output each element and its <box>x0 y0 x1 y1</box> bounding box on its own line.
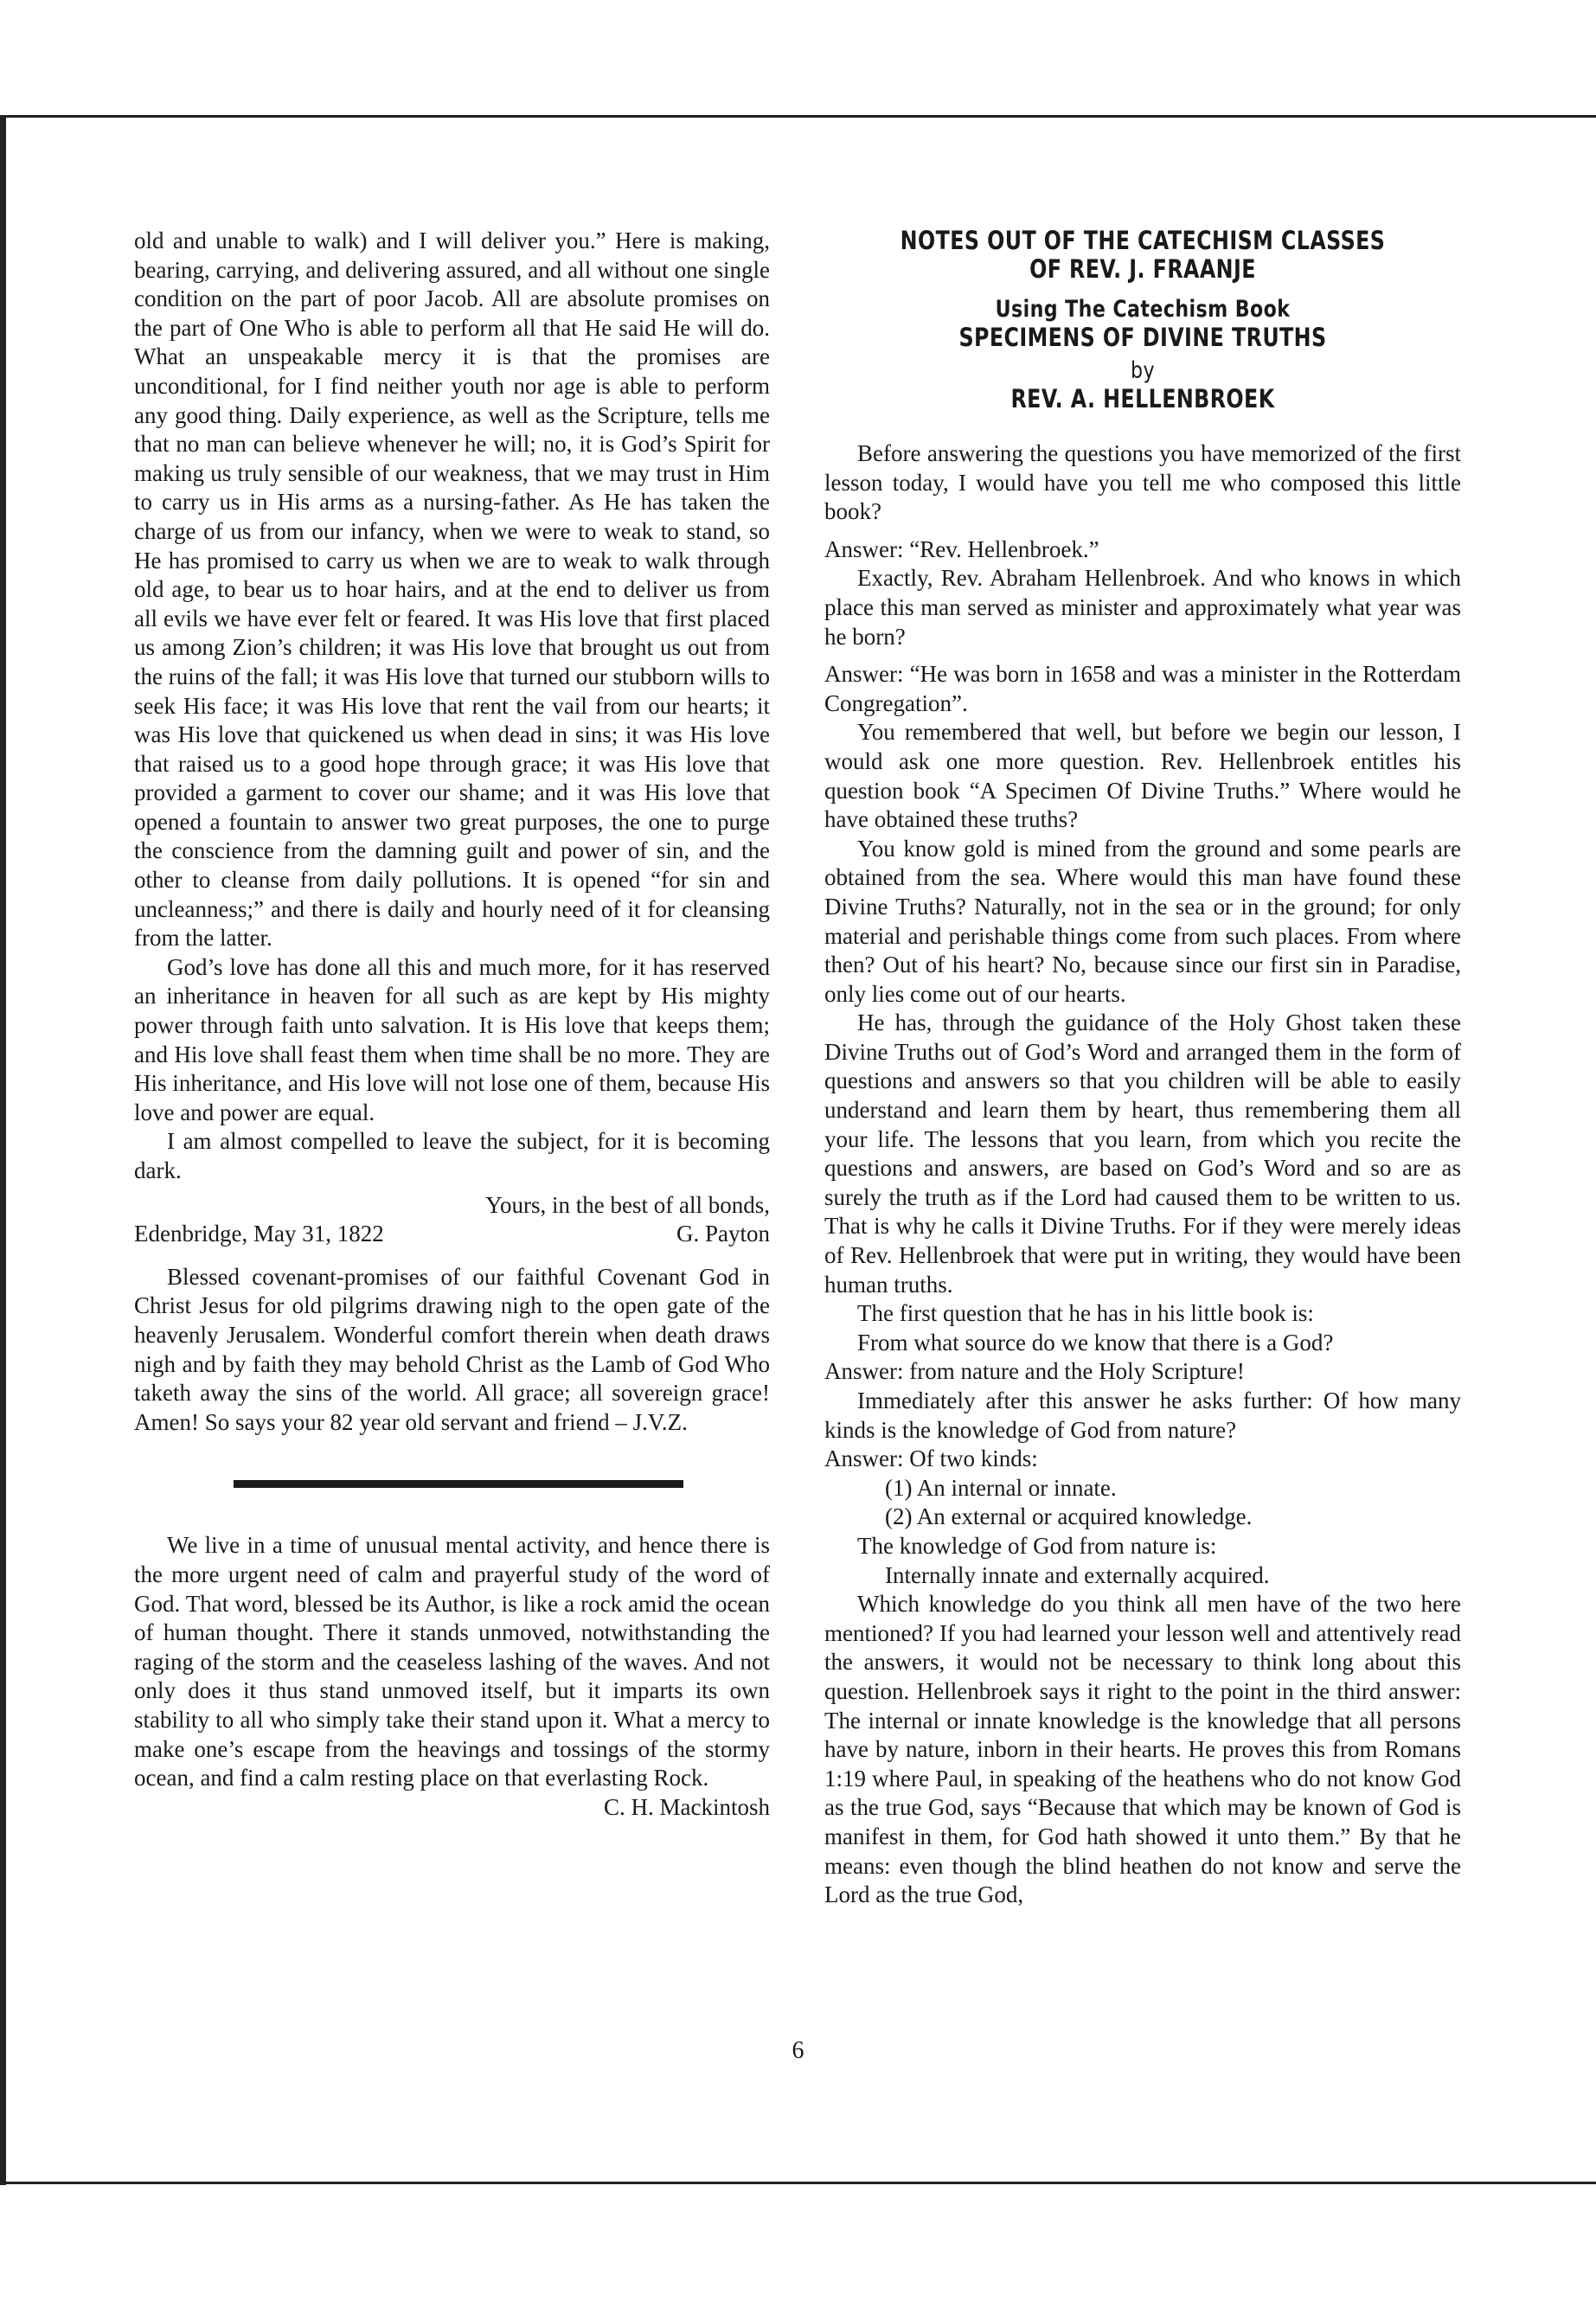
letter-paragraph-3: I am almost compelled to leave the subject, for it is becoming dark. <box>134 1128 770 1183</box>
article-title-line-2: OF REV. J. FRAANJE <box>1029 254 1256 284</box>
list-item: (2) An external or acquired knowledge. <box>885 1503 1253 1530</box>
article-subtitle-line-2: SPECIMENS OF DIVINE TRUTHS <box>958 323 1327 352</box>
letter-signature-line <box>134 1220 770 1249</box>
body-paragraph: Exactly, Rev. Abraham Hellenbroek. And who knows in which place this man served as minister and approximately what year was he born? <box>824 565 1461 650</box>
left-column <box>134 227 770 1822</box>
body-paragraph: He has, through the guidance of the Holy Ghost taken these Divine Truths out of God’s Word and arranged them in the form of questions and answers so that you children will be able to easily understand and learn them by heart, thus remembering them all your life. The lessons that you learn, from which you recite the questions and answers, are based on God’s Word and so are as surely the truth as if the Lord had caused them to be written to us. That is why he calls it Divine Truths. For if they were merely ideas of Rev. Hellenbroek that were put in writing, they would have been human truths. <box>824 1009 1461 1298</box>
letter-paragraph-2: God’s love has done all this and much more, for it has reserved an inheritance in heaven for all such as are kept by His mighty power through faith unto salvation. It is His love that keeps them; and His love shall feast them when time shall be no more. They are His inheritance, and His love will not lose one of them, because His love and power are equal. <box>134 953 770 1125</box>
answer-line: Answer: “He was born in 1658 and was a minister in the Rotterdam Congregation”. <box>824 661 1461 716</box>
section-divider <box>234 1480 683 1488</box>
left-border-rule <box>0 118 6 2185</box>
body-paragraph: You remembered that well, but before we begin our lesson, I would ask one more question. Rev. Hellenbroek entitles his question book “A Specimen Of Divine Truths.” Where would he have obtained these truths? <box>824 719 1461 833</box>
bottom-border-rule <box>0 2182 1596 2184</box>
right-column <box>824 227 1461 1910</box>
question-line: From what source do we know that there is a God? <box>857 1329 1334 1356</box>
place-date: Edenbridge, May 31, 1822 <box>134 1221 384 1247</box>
byline-author: REV. A. HELLENBROEK <box>1010 384 1275 413</box>
top-border-rule <box>0 115 1596 118</box>
page-number: 6 <box>792 2037 804 2064</box>
letter-closing: Yours, in the best of all bonds, <box>485 1191 770 1218</box>
signature: G. Payton <box>676 1221 770 1247</box>
byline-by: by <box>1131 357 1155 384</box>
list-item: (1) An internal or innate. <box>885 1474 1117 1501</box>
quote-author: C. H. Mackintosh <box>604 1793 770 1820</box>
body-paragraph: The knowledge of God from nature is: <box>857 1532 1217 1559</box>
body-paragraph: Which knowledge do you think all men have of the two here mentioned? If you had learned your lesson well and attentively read the answers, it would not be necessary to think long about this question. Hellenbroek says it right to the point in the third answer: The internal or innate knowledge is the knowledge that all persons have by nature, inborn in their hearts. He proves this from Romans 1:19 where Paul, in speaking of the heathens who do not know God as the true God, says “Because that which may be known of God is manifest in them, for God hath showed it unto them.” By that he means: even though the blind heathen do not know and serve the Lord as the true God, <box>824 1591 1461 1908</box>
body-paragraph: Internally innate and externally acquired. <box>885 1561 1270 1588</box>
blessed-paragraph: Blessed covenant-promises of our faithful Covenant God in Christ Jesus for old pilgrims drawing nigh to the open gate of the heavenly Jerusalem. Wonderful comfort therein when death draws nigh and by faith they may behold Christ as the Lamb of God Who taketh away the sins of the world. All grace; all sovereign grace! Amen! So says your 82 year old servant and friend – J.V.Z. <box>134 1263 770 1435</box>
mackintosh-quote: We live in a time of unusual mental activity, and hence there is the more urgent need of calm and prayerful study of the word of God. That word, blessed be its Author, is like a rock amid the ocean of human thought. There it stands unmoved, notwithstanding the raging of the storm and the ceaseless lashing of the waves. And not only does it thus stand unmoved itself, but it imparts its own stability to all who simply take their stand upon it. What a mercy to make one’s escape from the heavings and tossings of the stormy ocean, and find a calm resting place on that everlasting Rock. <box>134 1532 770 1791</box>
body-paragraph: You know gold is mined from the ground and some pearls are obtained from the sea. Where would this man have found these Divine Truths? Naturally, not in the sea or in the ground; for only material and perishable things come from such places. From where then? Out of his heart? No, because since our first sin in Paradise, only lies come out of our hearts. <box>824 835 1461 1007</box>
answer-line: Answer: Of two kinds: <box>824 1445 1038 1472</box>
answer-line: Answer: “Rev. Hellenbroek.” <box>824 535 1099 562</box>
body-paragraph: Immediately after this answer he asks further: Of how many kinds is the knowledge of God from nature? <box>824 1388 1461 1443</box>
letter-paragraph-1: old and unable to walk) and I will deliver you.” Here is making, bearing, carrying, and delivering assured, and all without one single condition on the part of poor Jacob. All are absolute promises on the part of One Who is able to perform all that He said He will do. What an unspeakable mercy it is that the promises are unconditional, for I find neither youth nor age is able to perform any good thing. Daily experience, as well as the Scripture, tells me that no man can believe whenever he will; no, it is God’s Spirit for making us truly sensible of our weakness, that we may trust in Him to carry us in His arms as a nursing-father. As He has taken the charge of us from our infancy, when we were to weak to stand, so He has promised to carry us when we are to weak to walk through old age, to bear us to hoar hairs, and at the end to deliver us from all evils we have ever felt or feared. It was His love that first placed us among Zion’s children; it was His love that brought us out from the ruins of the fall; it was His love that turned our stubborn wills to seek His face; it was His love that rent the vail from our hearts; it was His love that quickened us when dead in sins; it was His love that raised us to a good hope through grace; it was His love that provided a garment to cover our shame; and it was His love that opened a fountain to answer two great purposes, the one to purge the conscience from the damning guilt and power of sin, and the other to cleanse from daily pollutions. It is opened “for sin and uncleanness;” and there is daily and hourly need of it for cleansing from the latter. <box>134 228 770 952</box>
body-paragraph: Before answering the questions you have memorized of the first lesson today, I would have you tell me who composed this little book? <box>824 440 1461 525</box>
article-title-line-1: NOTES OUT OF THE CATECHISM CLASSES <box>900 226 1386 255</box>
article-subtitle-line-1: Using The Catechism Book <box>995 296 1291 323</box>
body-paragraph: The first question that he has in his little book is: <box>857 1300 1314 1327</box>
answer-line: Answer: from nature and the Holy Scripture! <box>824 1358 1245 1385</box>
